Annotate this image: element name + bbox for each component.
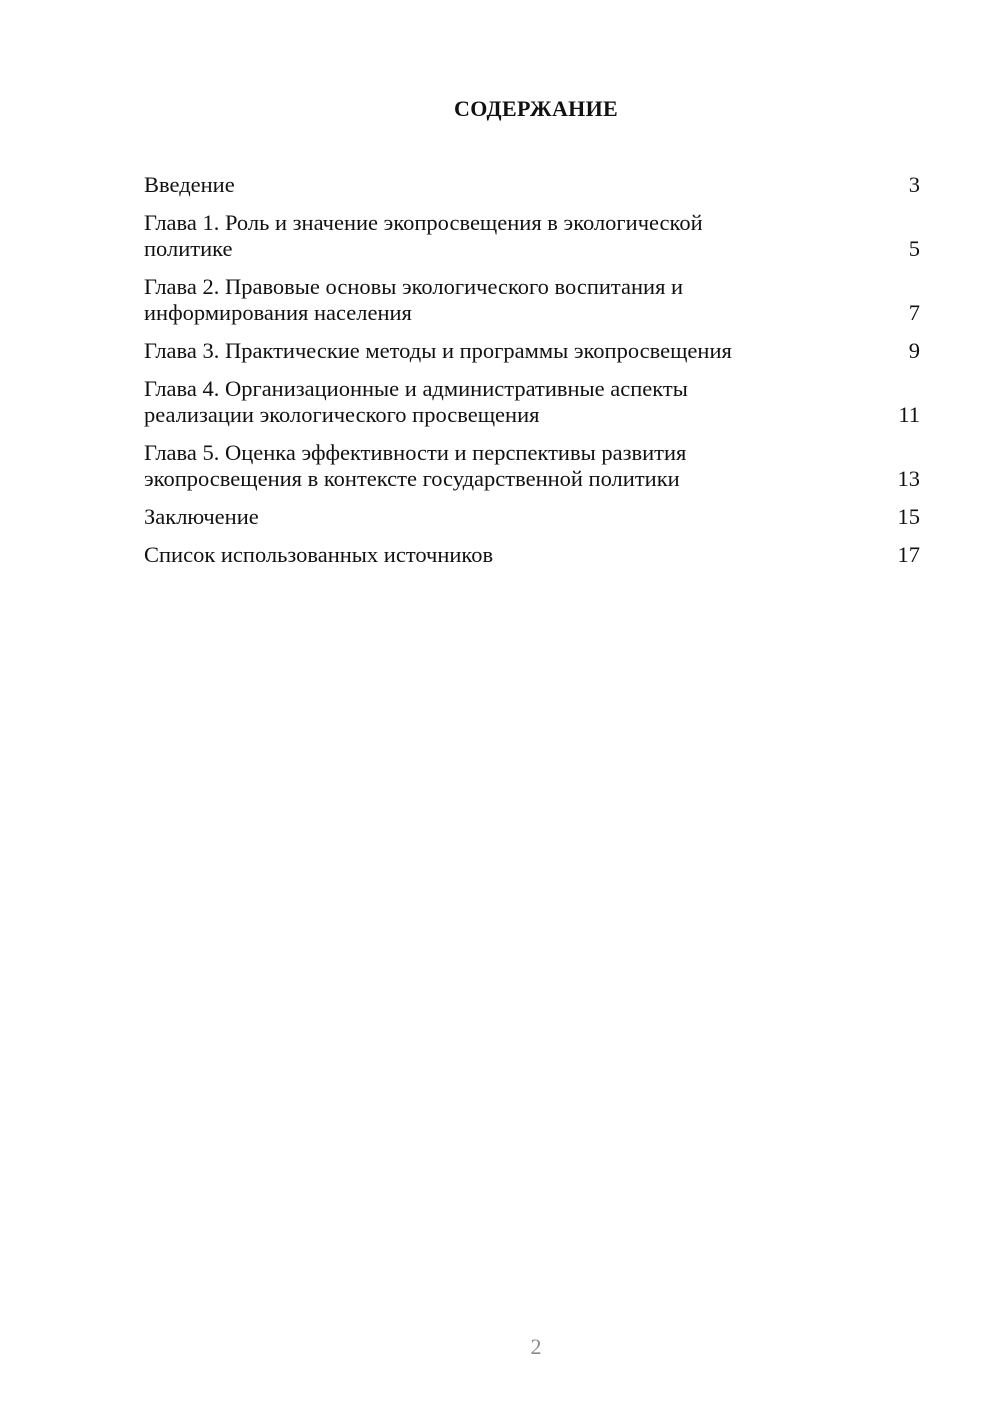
toc-entry-label-line: реализации экологического просвещения xyxy=(144,402,540,427)
toc-entry-page-number: 13 xyxy=(897,466,920,491)
page-number: 2 xyxy=(530,1334,542,1359)
toc-entry-label xyxy=(144,376,896,428)
toc-entry-conclusion xyxy=(144,504,920,530)
toc-entry-references xyxy=(144,542,920,568)
page-title: СОДЕРЖАНИЕ xyxy=(454,96,618,121)
toc-entry-chapter-1 xyxy=(144,210,920,262)
toc-entry-label-line: Введение xyxy=(144,172,235,197)
toc-entry-label-line: Глава 3. Практические методы и программы экопросвещения xyxy=(144,338,732,363)
toc-entry-label-line: Список использованных источников xyxy=(144,542,494,567)
toc-entry-page-number: 17 xyxy=(897,542,920,567)
toc-entry-chapter-2 xyxy=(144,274,920,326)
toc-entry-label xyxy=(144,210,896,262)
toc-entry-label xyxy=(144,440,896,492)
toc-entry-label xyxy=(144,338,896,364)
toc-entry-chapter-4 xyxy=(144,376,920,428)
toc-entry-page-number: 9 xyxy=(908,338,920,363)
toc-entry-label-line: Заключение xyxy=(144,504,259,529)
toc-entry-label xyxy=(144,504,896,530)
toc-entry-label-line: Глава 1. Роль и значение экопросвещения в экологической xyxy=(144,210,703,235)
toc-entry-label-line: Глава 5. Оценка эффективности и перспективы развития xyxy=(144,440,687,465)
toc-entry-label-line: Глава 4. Организационные и административные аспекты xyxy=(144,376,688,401)
toc-entry-page-number: 3 xyxy=(908,172,920,197)
toc-entry-chapter-5 xyxy=(144,440,920,492)
toc-entry-label-line: экопросвещения в контексте государственной политики xyxy=(144,466,680,491)
toc-entry-label-line: политике xyxy=(144,236,233,261)
toc-entry-chapter-3 xyxy=(144,338,920,364)
toc-entry-label xyxy=(144,172,896,198)
toc-entry-page-number: 5 xyxy=(908,236,920,261)
toc-entry-page-number: 7 xyxy=(908,300,920,325)
toc-entry-page-number: 15 xyxy=(897,504,920,529)
toc-entry-label-line: информирования населения xyxy=(144,300,412,325)
toc-entry-label xyxy=(144,274,896,326)
toc-entry-page-number: 11 xyxy=(898,402,920,427)
toc-entry-introduction xyxy=(144,172,920,198)
table-of-contents xyxy=(144,172,920,580)
toc-entry-label-line: Глава 2. Правовые основы экологического воспитания и xyxy=(144,274,684,299)
toc-entry-label xyxy=(144,542,896,568)
